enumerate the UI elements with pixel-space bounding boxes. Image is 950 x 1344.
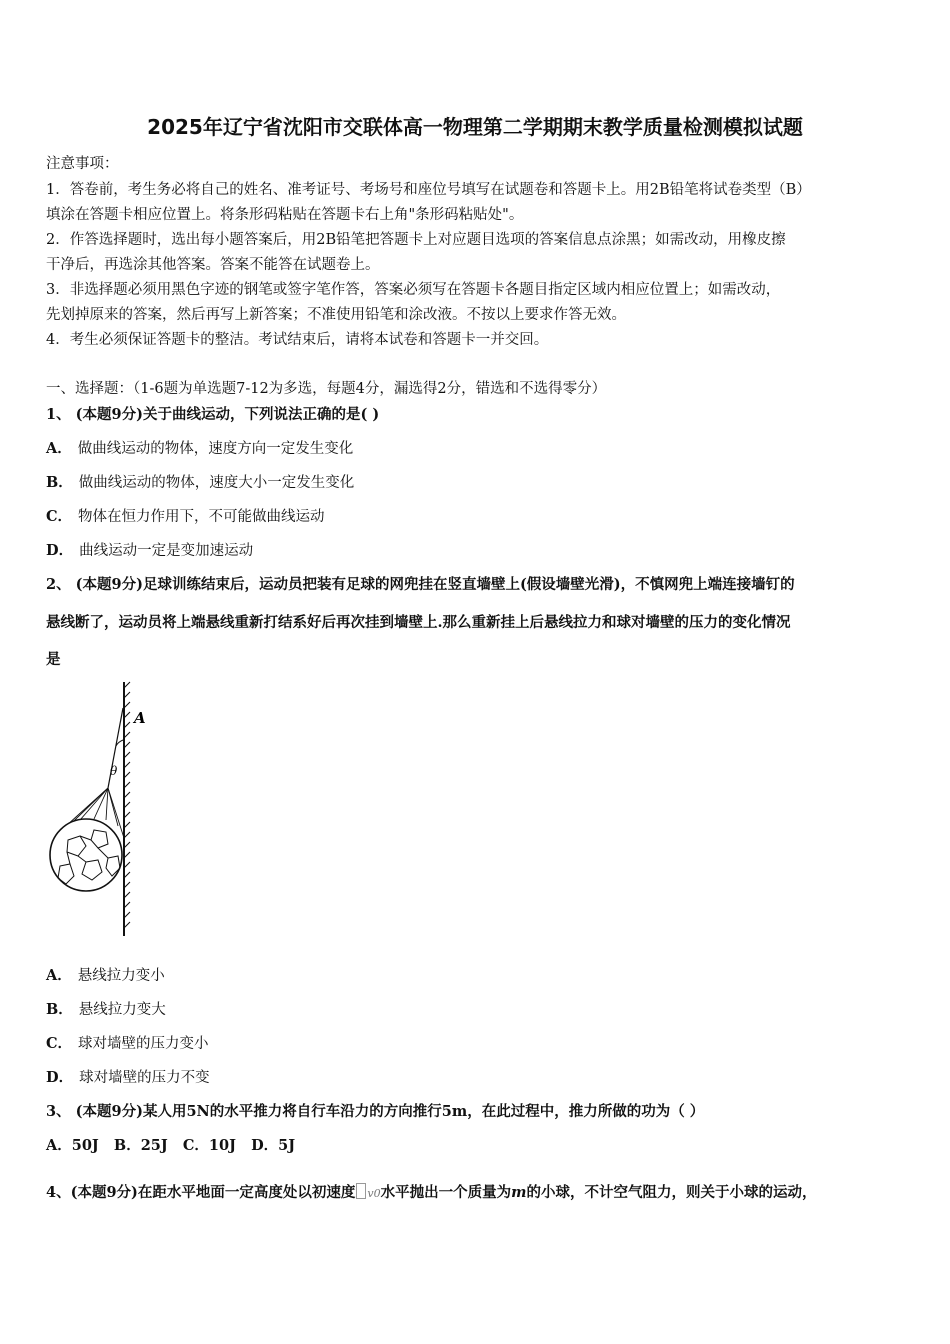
question-3-stem: 3、 (本题9分)某人用5N的水平推力将自行车沿力的方向推行5m，在此过程中，推力所做的功为（ ） — [46, 1103, 705, 1120]
question-4-stem: 4、(本题9分)在距水平地面一定高度处以初速度 v0水平抛出一个质量为m的小球，不计空气阻力，则关于小球的运动， — [46, 1184, 817, 1201]
point-a-label: A — [134, 709, 146, 727]
notice-line: 干净后，再选涂其他答案。答案不能答在试题卷上。 — [46, 257, 380, 273]
notice-line: 填涂在答题卡相应位置上。将条形码粘贴在答题卡右上角"条形码粘贴处"。 — [46, 207, 524, 223]
v0-symbol: v0 — [367, 1187, 381, 1200]
question-2-stem-line: 悬线断了，运动员将上端悬线重新打结系好后再次挂到墙壁上.那么重新挂上后悬线拉力和球对墙壁的压力的变化情况 — [46, 614, 791, 631]
question-2-stem-line: 是 — [46, 651, 61, 668]
question-2-option-b: B． 悬线拉力变大 — [46, 1001, 166, 1018]
v0-placeholder-mark — [356, 1183, 366, 1199]
notice-line: 3．非选择题必须用黑色字迹的钢笔或签字笔作答，答案必须写在答题卡各题目指定区域内相应位置上；如需改动， — [46, 282, 781, 298]
figure-drawing — [46, 680, 156, 938]
question-2-stem-line: 2、 (本题9分)足球训练结束后，运动员把装有足球的网兜挂在竖直墙壁上(假设墙壁光滑)，不慎网兜上端连接墙钉的 — [46, 576, 795, 593]
question-2-option-d: D． 球对墙壁的压力不变 — [46, 1069, 210, 1086]
section-heading: 一、选择题：（1-6题为单选题7-12为多选，每题4分，漏选得2分，错选和不选得零分） — [46, 381, 607, 397]
angle-theta-label: θ — [110, 764, 118, 778]
notice-line: 2．作答选择题时，选出每小题答案后，用2B铅笔把答题卡上对应题目选项的答案信息点涂黑；如需改动，用橡皮擦 — [46, 232, 786, 248]
notice-heading: 注意事项： — [46, 156, 119, 172]
question-1-option-b: B． 做曲线运动的物体，速度大小一定发生变化 — [46, 474, 355, 491]
ball-net-wall-figure — [46, 680, 156, 938]
question-1-option-a: A． 做曲线运动的物体，速度方向一定发生变化 — [46, 440, 354, 457]
question-3-options: A．50J B．25J C．10J D．5J — [46, 1137, 296, 1154]
page-title: 2025年辽宁省沈阳市交联体高一物理第二学期期末教学质量检测模拟试题 — [147, 115, 803, 139]
question-1-stem: 1、 (本题9分)关于曲线运动，下列说法正确的是( ) — [46, 406, 380, 423]
question-2-option-c: C． 球对墙壁的压力变小 — [46, 1035, 209, 1052]
question-1-option-d: D． 曲线运动一定是变加速运动 — [46, 542, 254, 559]
question-2-option-a: A． 悬线拉力变小 — [46, 967, 165, 984]
mass-symbol: m — [511, 1184, 527, 1201]
notice-line: 先划掉原来的答案，然后再写上新答案；不准使用铅笔和涂改液。不按以上要求作答无效。 — [46, 307, 626, 323]
notice-line: 4．考生必须保证答题卡的整洁。考试结束后，请将本试卷和答题卡一并交回。 — [46, 332, 549, 348]
notice-line: 1．答卷前，考生务必将自己的姓名、准考证号、考场号和座位号填写在试题卷和答题卡上。用2B铅笔将试卷类型（B） — [46, 182, 811, 198]
question-1-option-c: C． 物体在恒力作用下，不可能做曲线运动 — [46, 508, 325, 525]
